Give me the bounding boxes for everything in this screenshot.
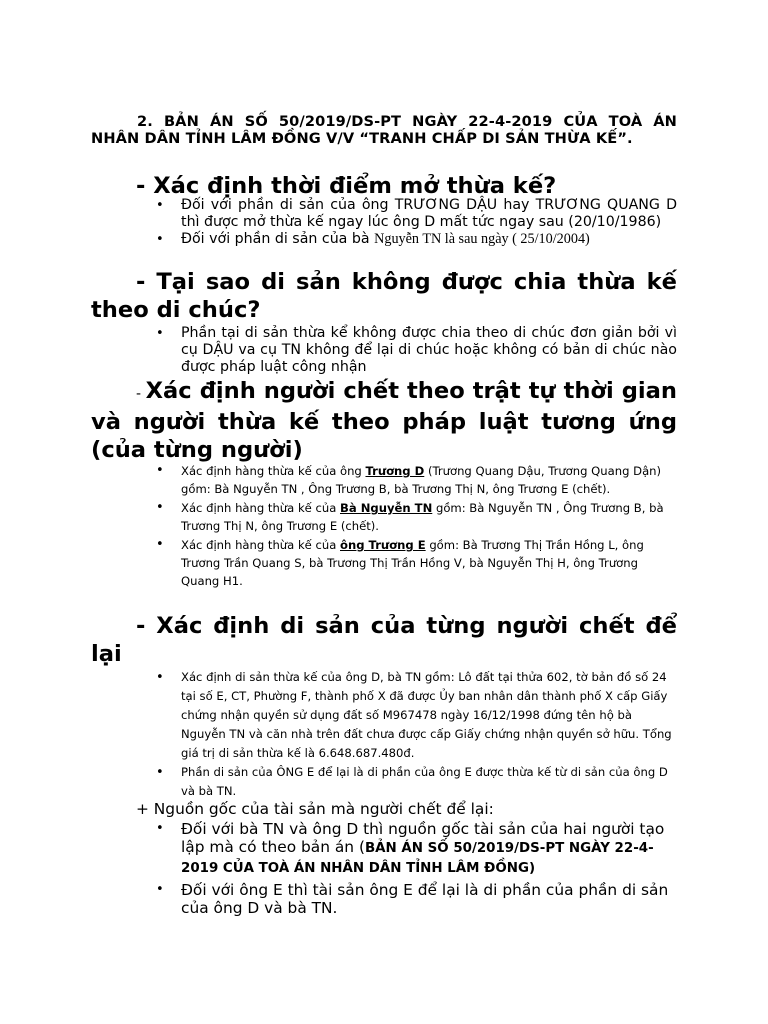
list-item: • Xác định hàng thừa kế của ông Trương D (Trương Quang Dậu, Trương Quang Dận) gồm: Bà Nguyễn TN , Ông Trương B, bà Trương Thị N, ông Trương E (chết).	[181, 462, 677, 498]
list-item: • Đối với phần di sản của ông TRƯƠNG DẬU hay TRƯƠNG QUANG D thì được mở thừa kế ngay lúc ông D mất tức ngay sau (20/10/1986)	[181, 197, 677, 231]
section2-list	[181, 325, 677, 376]
list-item: • Phần tại di sản thừa kể không được chia theo di chúc đơn giản bởi vì cụ DẬU va cụ TN không để lại di chúc hoặc không có bản di chúc nào được pháp luật công nhận	[181, 325, 677, 376]
section5-heading: + Nguồn gốc của tài sản mà người chết để lại:	[136, 800, 494, 818]
section3-list	[181, 462, 677, 591]
section4-list	[181, 668, 677, 801]
section3-heading: - Xác định người chết theo trật tự thời gian và người thừa kế theo pháp luật tương ứng (của từng người)	[91, 378, 677, 463]
list-item: • Xác định di sản thừa kế của ông D, bà TN gồm: Lô đất tại thửa 602, tờ bản đồ số 24 tại số E, CT, Phường F, thành phố X đã được Ủy ban nhân dân thành phố X cấp Giấy chứng nhận quyền sử dụng đất số M967478 ngày 16/12/1998 đứng tên hộ bà Nguyễn TN và căn nhà trên đất chưa được cấp Giấy chứng nhận quyền sở hữu. Tổng giá trị di sản thừa kế là 6.648.687.480đ.	[181, 668, 677, 763]
list-item: • Đối với bà TN và ông D thì nguồn gốc tài sản của hai người tạo lập mà có theo bản án (BẢN ÁN SỐ 50/2019/DS-PT NGÀY 22-4-2019 CỦA TOÀ ÁN NHÂN DÂN TỈNH LÂM ĐỒNG)	[181, 820, 677, 878]
list-item: • Đối với phần di sản của bà Nguyễn TN là sau ngày ( 25/10/2004)	[181, 231, 677, 248]
section4-heading: - Xác định di sản của từng người chết để lại	[91, 613, 677, 667]
section5-list	[181, 820, 677, 917]
document-title: 2. BẢN ÁN SỐ 50/2019/DS-PT NGÀY 22-4-2019 CỦA TOÀ ÁN NHÂN DÂN TỈNH LÂM ĐỒNG V/V “TRANH CHẤP DI SẢN THỪA KẾ”.	[91, 113, 677, 147]
list-item: • Đối với ông E thì tài sản ông E để lại là di phần của phần di sản của ông D và bà TN.	[181, 881, 677, 917]
section1-heading: - Xác định thời điểm mở thừa kế?	[136, 173, 557, 199]
section2-heading: - Tại sao di sản không được chia thừa kế theo di chúc?	[91, 269, 677, 323]
list-item: • Phần di sản của ÔNG E để lại là di phần của ông E được thừa kế từ di sản của ông D và bà TN.	[181, 763, 677, 801]
list-item: • Xác định hàng thừa kế của ông Trương E gồm: Bà Trương Thị Trần Hồng L, ông Trương Trần Quang S, bà Trương Thị Trần Hồng V, bà Nguyễn Thị H, ông Trương Quang H1.	[181, 536, 677, 590]
list-item: • Xác định hàng thừa kế của Bà Nguyễn TN gồm: Bà Nguyễn TN , Ông Trương B, bà Trương Thị N, ông Trương E (chết).	[181, 499, 677, 535]
section1-list	[181, 197, 677, 248]
